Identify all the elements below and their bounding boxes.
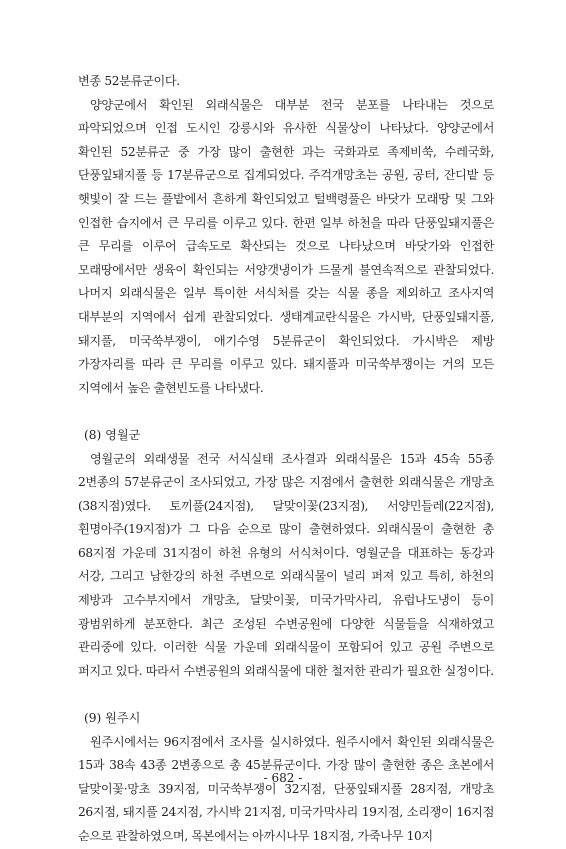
lead-line: 변종 52분류군이다. [78,74,180,88]
section-gap [78,683,494,707]
section-wonju-heading: (9) 원주시 [84,711,141,726]
document-body [78,70,494,849]
section-yeongwol-paragraph: 영월군의 외래생물 전국 서식실태 조사결과 외래식물은 15과 45속 55종 2변종의 57분류군이 조사되었고, 가장 많은 지점에서 출현한 외래식물은 개망초(38지점)였다. 토끼풀(24지점), 달맞이꽃(23지점), 서양민들레(22지점), 휜명아주(19지점)가 그 다음 순으로 많이 출현하였다. 외래식물이 출현한 총 68지점 가운데 31지점이 하천 유형의 서식처이다. 영월군을 대표하는 동강과 서강, 그리고 남한강의 하천 주변으로 외래식물이 널리 퍼져 있고 특히, 하천의 제방과 고수부지에서 개망초, 달맞이꽃, 미국가막사리, 유럽나도냉이 등이 광범위하게 분포한다. 최근 조성된 수변공원에 다양한 식물들을 식재하였고 관리중에 있다. 이러한 식물 가운데 외래식물이 포함되어 있고 공원 주변으로 퍼지고 있다. 따라서 수변공원의 외래식물에 대한 철저한 관리가 필요한 실정이다. [78,451,494,678]
section-gap [78,400,494,424]
section-wonju-paragraph: 원주시에서는 96지점에서 조사를 실시하였다. 원주시에서 확인된 외래식물은 15과 38속 43종 2변종으로 총 45분류군이다. 가장 많이 출현한 종은 초본에서 달맞이꽃·망초 39지점, 미국쑥부쟁이 32지점, 단풍잎돼지풀 28지점, 개망초 26지점, 돼지풀 24지점, 가시박 21지점, 미국가막사리 19지점, 소리쟁이 16지점 순으로 관찰하였으며, 목본에서는 아까시나무 18지점, 가죽나무 10지 [78,734,494,843]
section-yeongwol-heading: (8) 영월군 [84,427,141,442]
page-number: - 682 - [263,771,303,785]
section-yangyang-paragraph: 양양군에서 확인된 외래식물은 대부분 전국 분포를 나타내는 것으로 파악되었으며 인접 도시인 강릉시와 유사한 식물상이 나타났다. 양양군에서 확인된 52분류군 중 가장 많이 출현한 과는 국화과로 족제비쑥, 수레국화, 단풍잎돼지풀 등 17분류군으로 집계되었다. 주걱개망초는 공원, 공터, 잔디밭 등 햇빛이 잘 드는 풀밭에서 흔하게 확인되었고 털백령풀은 바닷가 모래땅 및 그와 인접한 습지에서 큰 무리를 이루고 있다. 한편 일부 하천을 따라 단풍잎돼지풀은 큰 무리를 이루어 급속도로 확산되는 것으로 나타났으며 바닷가와 인접한 모래땅에서만 생육이 확인되는 서양갯냉이가 드물게 불연속적으로 관찰되었다. 나머지 외래식물은 일부 특이한 서식처를 갖는 식물 종을 제외하고 조사지역 대부분의 지역에서 쉽게 관찰되었다. 생태계교란식물은 가시박, 단풍잎돼지풀, 돼지풀, 미국쑥부쟁이, 애기수영 5분류군이 확인되었다. 가시박은 제방 가장자리를 따라 큰 무리를 이루고 있다. 돼지풀과 미국쑥부쟁이는 거의 모든 지역에서 높은 출현빈도를 나타냈다. [78,97,494,395]
